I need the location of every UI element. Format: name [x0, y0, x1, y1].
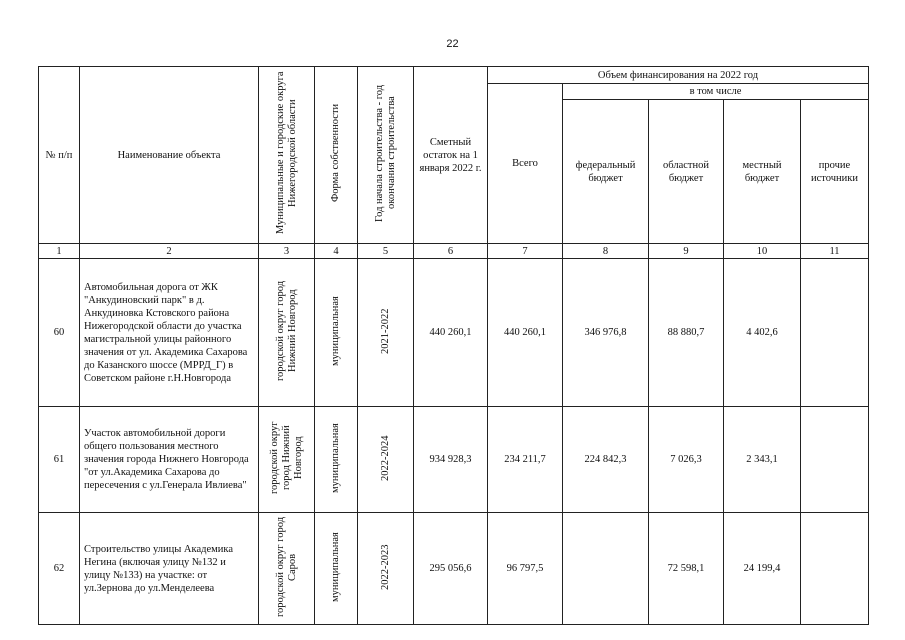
row-num: 62	[39, 513, 80, 625]
table-row	[39, 513, 869, 625]
row-name: Автомобильная дорога от ЖК "Анкудиновский парк" в д. Анкудиновка Кстовского района Нижегородской области до участка магистральной улицы районного значения от ул. Академика Сахарова до Казанского шоссе (МРРД_Г) в Советском районе г.Н.Новгорода	[80, 259, 259, 407]
row-municipality: городской округ город Нижний Новгород	[259, 407, 315, 513]
column-index: 2	[80, 244, 259, 259]
row-estimate: 295 056,6	[414, 513, 488, 625]
column-index: 7	[488, 244, 563, 259]
header-municipality: Муниципальные и городские округа Нижегородской области	[259, 67, 315, 244]
header-other: прочие источники	[801, 100, 869, 244]
row-regional: 7 026,3	[649, 407, 724, 513]
header-including: в том числе	[563, 84, 869, 100]
row-local: 24 199,4	[724, 513, 801, 625]
row-num: 60	[39, 259, 80, 407]
row-ownership: муниципальная	[315, 513, 358, 625]
page-number: 22	[446, 38, 459, 50]
row-years: 2022-2024	[358, 407, 414, 513]
row-other	[801, 259, 869, 407]
table-row	[39, 407, 869, 513]
header-ownership: Форма собственности	[315, 67, 358, 244]
row-name: Строительство улицы Академика Негина (включая улицу №132 и улицу №133) на участке: от ул.Зернова до ул.Менделеева	[80, 513, 259, 625]
row-municipality: городской округ город Саров	[259, 513, 315, 625]
row-years: 2021-2022	[358, 259, 414, 407]
column-index: 9	[649, 244, 724, 259]
row-name: Участок автомобильной дороги общего пользования местного значения города Нижнего Новгорода "от ул.Академика Сахарова до пересечения с ул.Генерала Ивлиева"	[80, 407, 259, 513]
column-index: 8	[563, 244, 649, 259]
column-index: 11	[801, 244, 869, 259]
row-total: 440 260,1	[488, 259, 563, 407]
row-local: 2 343,1	[724, 407, 801, 513]
column-index: 1	[39, 244, 80, 259]
row-other	[801, 407, 869, 513]
header-regional: областной бюджет	[649, 100, 724, 244]
header-row-1	[39, 67, 869, 84]
header-financing-title: Объем финансирования на 2022 год	[488, 67, 869, 84]
column-index: 4	[315, 244, 358, 259]
column-index: 5	[358, 244, 414, 259]
column-index: 10	[724, 244, 801, 259]
row-ownership: муниципальная	[315, 259, 358, 407]
row-years: 2022-2023	[358, 513, 414, 625]
row-total: 234 211,7	[488, 407, 563, 513]
header-estimate: Сметный остаток на 1 января 2022 г.	[414, 67, 488, 244]
header-years: Год начала строительства - год окончания строительства	[358, 67, 414, 244]
header-total: Всего	[488, 84, 563, 244]
header-local: местный бюджет	[724, 100, 801, 244]
financing-table	[38, 66, 869, 625]
row-regional: 72 598,1	[649, 513, 724, 625]
column-index: 3	[259, 244, 315, 259]
column-index: 6	[414, 244, 488, 259]
row-regional: 88 880,7	[649, 259, 724, 407]
header-federal: федеральный бюджет	[563, 100, 649, 244]
header-name: Наименование объекта	[80, 67, 259, 244]
row-federal: 346 976,8	[563, 259, 649, 407]
row-ownership: муниципальная	[315, 407, 358, 513]
header-num: № п/п	[39, 67, 80, 244]
row-other	[801, 513, 869, 625]
row-estimate: 440 260,1	[414, 259, 488, 407]
row-total: 96 797,5	[488, 513, 563, 625]
column-index-row	[39, 244, 869, 259]
row-estimate: 934 928,3	[414, 407, 488, 513]
row-municipality: городской округ город Нижний Новгород	[259, 259, 315, 407]
row-local: 4 402,6	[724, 259, 801, 407]
row-federal	[563, 513, 649, 625]
row-federal: 224 842,3	[563, 407, 649, 513]
table-row	[39, 259, 869, 407]
row-num: 61	[39, 407, 80, 513]
